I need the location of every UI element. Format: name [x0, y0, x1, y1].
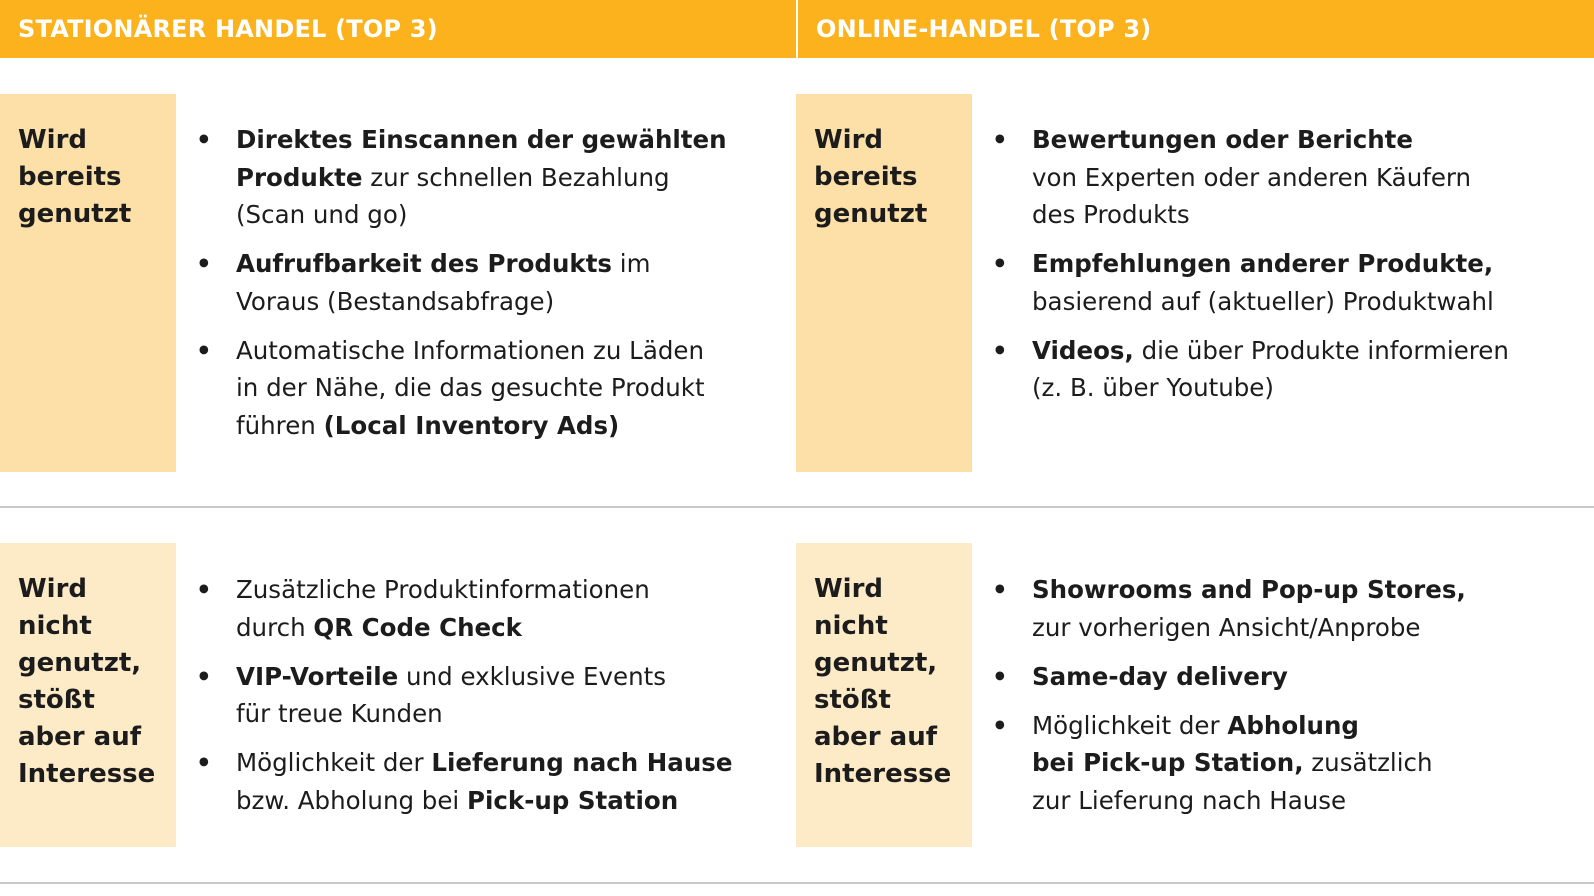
header-online: ONLINE-HANDEL (TOP 3) [798, 0, 1594, 58]
item-text: Zusätzliche Produktinformationen [236, 575, 650, 604]
bullet-icon: • [992, 335, 1008, 365]
label-line: Wird [814, 574, 884, 604]
label-line: Interesse [18, 759, 156, 789]
item-text: Möglichkeit der [236, 748, 432, 777]
item-text: führen [236, 410, 324, 440]
row-divider [0, 506, 1594, 508]
label-line: nicht [814, 611, 888, 641]
label-line: stößt [18, 685, 95, 715]
list-item [196, 658, 756, 733]
bullet-icon: • [992, 575, 1008, 604]
label-line: bereits [18, 162, 122, 192]
label-line: nicht [18, 611, 92, 641]
label-interest-stationaer [0, 543, 176, 847]
item-text: (Scan und go) [236, 200, 408, 229]
bullet-icon: • [196, 748, 212, 777]
bullet-icon: • [196, 661, 212, 691]
label-line: Wird [18, 574, 88, 604]
item-text: in der Nähe, die das gesuchte Produkt [236, 373, 705, 402]
bullet-icon: • [196, 575, 212, 604]
label-line: aber auf [814, 722, 938, 752]
label-already-used-online [796, 94, 972, 472]
item-text: QR Code Check [313, 612, 522, 642]
row-divider [0, 882, 1594, 884]
item-text: Aufrufbarkeit des Produkts [236, 249, 612, 278]
label-line: genutzt [18, 199, 132, 229]
list-item [196, 332, 756, 445]
item-text: des Produkts [1032, 200, 1190, 229]
item-text: Produkte [236, 162, 363, 192]
item-text: zur schnellen Bezahlung [362, 162, 670, 192]
item-text: durch [236, 612, 314, 642]
bullet-icon: • [196, 125, 212, 154]
item-text: bei Pick-up Station, [1032, 748, 1304, 777]
label-line: bereits [814, 162, 918, 192]
bullet-icon: • [196, 249, 212, 278]
item-text: basierend auf (aktueller) Produktwahl [1032, 286, 1494, 316]
item-text: (Local Inventory Ads) [323, 410, 620, 440]
list-online-used [992, 121, 1552, 418]
list-stationaer-interest [196, 571, 756, 831]
item-text: Lieferung nach Hause [431, 748, 733, 777]
list-item [992, 707, 1552, 820]
item-text: die über Produkte informieren [1133, 335, 1509, 365]
label-line: Wird [18, 125, 88, 155]
list-item [196, 121, 756, 234]
item-text: Same-day delivery [1032, 661, 1288, 691]
list-online-interest [992, 571, 1552, 831]
label-interest-online [796, 543, 972, 847]
item-text: Direktes Einscannen der gewählten [236, 125, 727, 154]
label-line: Interesse [814, 759, 952, 789]
item-text: Voraus (Bestandsabfrage) [236, 286, 555, 316]
bullet-icon: • [992, 661, 1008, 691]
list-item [992, 245, 1552, 320]
item-text: Bewertungen oder Berichte [1032, 125, 1414, 154]
item-text: Videos, [1032, 335, 1134, 365]
bullet-icon: • [992, 125, 1008, 154]
item-text: VIP-Vorteile [236, 661, 399, 691]
item-text: Showrooms and Pop-up Stores, [1032, 575, 1466, 604]
label-line: genutzt, [814, 648, 938, 678]
label-line: Wird [814, 125, 884, 155]
header-stationaer: STATIONÄRER HANDEL (TOP 3) [0, 0, 796, 58]
item-text: von Experten oder anderen Käufern [1032, 162, 1472, 192]
bullet-icon: • [992, 249, 1008, 278]
item-text: für treue Kunden [236, 699, 443, 728]
item-text: (z. B. über Youtube) [1032, 373, 1274, 402]
item-text: zusätzlich [1303, 748, 1433, 777]
item-text: Empfehlungen anderer Produkte, [1032, 249, 1494, 278]
list-item [992, 332, 1552, 407]
label-line: stößt [814, 685, 891, 715]
item-text: im [612, 249, 651, 278]
label-line: genutzt, [18, 648, 142, 678]
list-item [992, 658, 1552, 696]
list-item [992, 121, 1552, 234]
item-text: zur vorherigen Ansicht/Anprobe [1032, 612, 1421, 642]
item-text: bzw. Abholung bei [236, 785, 468, 815]
bullet-icon: • [992, 710, 1008, 740]
item-text: Abholung [1227, 710, 1359, 740]
bullet-icon: • [196, 335, 212, 365]
list-item [992, 571, 1552, 646]
list-item [196, 744, 756, 819]
item-text: Pick-up Station [467, 785, 679, 815]
list-item [196, 571, 756, 646]
label-line: aber auf [18, 722, 142, 752]
label-line: genutzt [814, 199, 928, 229]
list-item [196, 245, 756, 320]
label-already-used-stationaer [0, 94, 176, 472]
item-text: Möglichkeit der [1032, 710, 1228, 740]
list-stationaer-used [196, 121, 756, 456]
item-text: zur Lieferung nach Hause [1032, 785, 1347, 815]
item-text: Automatische Informationen zu Läden [236, 335, 705, 365]
item-text: und exklusive Events [398, 661, 666, 691]
